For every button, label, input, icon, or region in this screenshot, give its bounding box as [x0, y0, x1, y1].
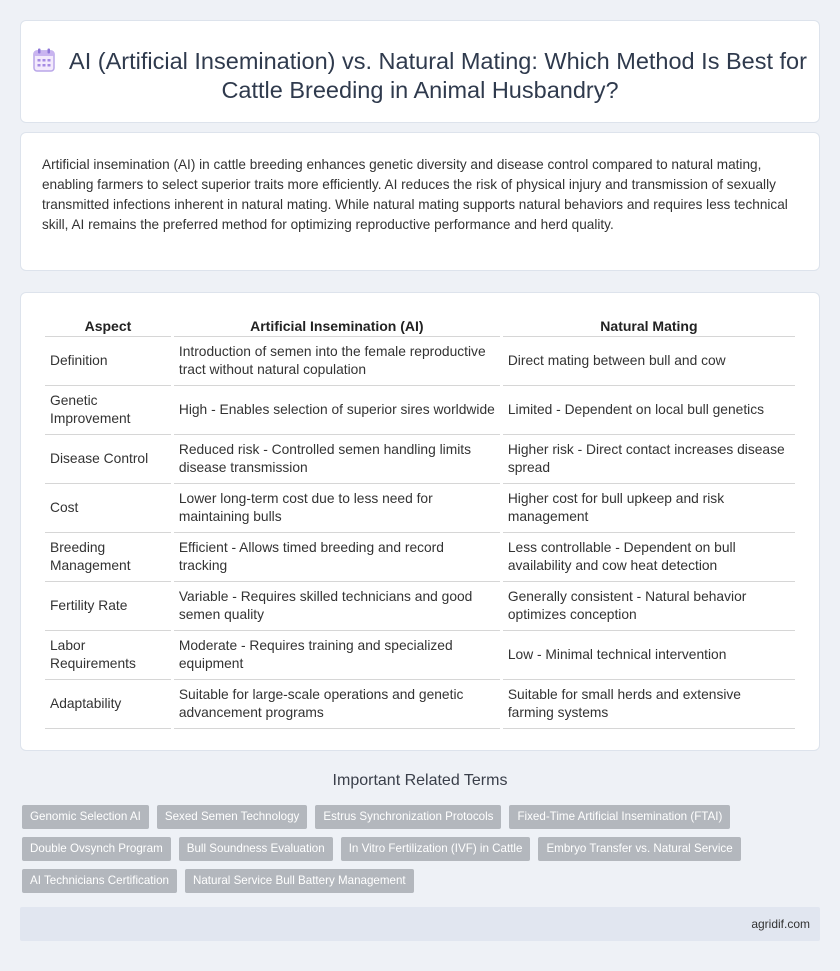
natural-cell: Less controllable - Dependent on bull availability and cow heat detection — [503, 533, 795, 582]
ai-cell: Suitable for large-scale operations and genetic advancement programs — [174, 680, 500, 729]
ai-cell: Lower long-term cost due to less need for maintaining bulls — [174, 484, 500, 533]
table-row — [45, 533, 795, 582]
natural-cell: Suitable for small herds and extensive farming systems — [503, 680, 795, 729]
ai-cell: Introduction of semen into the female reproductive tract without natural copulation — [174, 337, 500, 386]
related-tag[interactable]: AI Technicians Certification — [22, 869, 177, 893]
natural-cell: Generally consistent - Natural behavior optimizes conception — [503, 582, 795, 631]
header-aspect: Aspect — [45, 315, 171, 337]
related-tag[interactable]: In Vitro Fertilization (IVF) in Cattle — [341, 837, 531, 861]
natural-cell: Limited - Dependent on local bull genetics — [503, 386, 795, 435]
ai-cell: Moderate - Requires training and specialized equipment — [174, 631, 500, 680]
intro-card — [20, 132, 820, 271]
ai-cell: Reduced risk - Controlled semen handling limits disease transmission — [174, 435, 500, 484]
table-row — [45, 337, 795, 386]
natural-cell: Low - Minimal technical intervention — [503, 631, 795, 680]
related-tag[interactable]: Sexed Semen Technology — [157, 805, 308, 829]
ai-cell: Efficient - Allows timed breeding and record tracking — [174, 533, 500, 582]
natural-cell: Higher risk - Direct contact increases disease spread — [503, 435, 795, 484]
aspect-cell: Adaptability — [45, 680, 171, 729]
table-row — [45, 386, 795, 435]
related-tag[interactable]: Embryo Transfer vs. Natural Service — [538, 837, 740, 861]
page-title-text: AI (Artificial Insemination) vs. Natural Mating: Which Method Is Best for Cattle Breeding in Animal Husbandry? — [69, 48, 807, 103]
natural-cell: Higher cost for bull upkeep and risk management — [503, 484, 795, 533]
header-natural: Natural Mating — [503, 315, 795, 337]
aspect-cell: Fertility Rate — [45, 582, 171, 631]
table-row — [45, 680, 795, 729]
aspect-cell: Labor Requirements — [45, 631, 171, 680]
table-row — [45, 484, 795, 533]
related-tag[interactable]: Bull Soundness Evaluation — [179, 837, 333, 861]
footer-site-link[interactable]: agridif.com — [751, 917, 810, 931]
page-title — [21, 47, 819, 105]
related-terms-title: Important Related Terms — [332, 772, 508, 789]
ai-cell: High - Enables selection of superior sires worldwide — [174, 386, 500, 435]
header-ai: Artificial Insemination (AI) — [174, 315, 500, 337]
table-row — [45, 582, 795, 631]
footer-bar — [20, 907, 820, 941]
calendar-icon — [33, 48, 55, 72]
related-tag[interactable]: Double Ovsynch Program — [22, 837, 171, 861]
table-row — [45, 631, 795, 680]
comparison-table-card — [20, 292, 820, 751]
related-tag[interactable]: Fixed-Time Artificial Insemination (FTAI) — [509, 805, 730, 829]
table-header-row — [45, 315, 795, 337]
related-tag[interactable]: Genomic Selection AI — [22, 805, 149, 829]
aspect-cell: Cost — [45, 484, 171, 533]
table-row — [45, 435, 795, 484]
natural-cell: Direct mating between bull and cow — [503, 337, 795, 386]
related-tag[interactable]: Natural Service Bull Battery Management — [185, 869, 414, 893]
aspect-cell: Genetic Improvement — [45, 386, 171, 435]
aspect-cell: Definition — [45, 337, 171, 386]
header-card — [20, 20, 820, 123]
comparison-table — [42, 315, 798, 729]
aspect-cell: Breeding Management — [45, 533, 171, 582]
related-tag[interactable]: Estrus Synchronization Protocols — [315, 805, 501, 829]
aspect-cell: Disease Control — [45, 435, 171, 484]
intro-paragraph: Artificial insemination (AI) in cattle breeding enhances genetic diversity and disease control compared to natural mating, enabling farmers to select superior traits more efficiently. AI reduces the risk of physical injury and transmission of sexually transmitted infections inherent in natural mating. While natural mating supports natural behaviors and requires less technical skill, AI remains the preferred method for optimizing reproductive performance and herd quality. — [42, 157, 788, 232]
ai-cell: Variable - Requires skilled technicians and good semen quality — [174, 582, 500, 631]
related-terms-tags — [22, 805, 782, 893]
